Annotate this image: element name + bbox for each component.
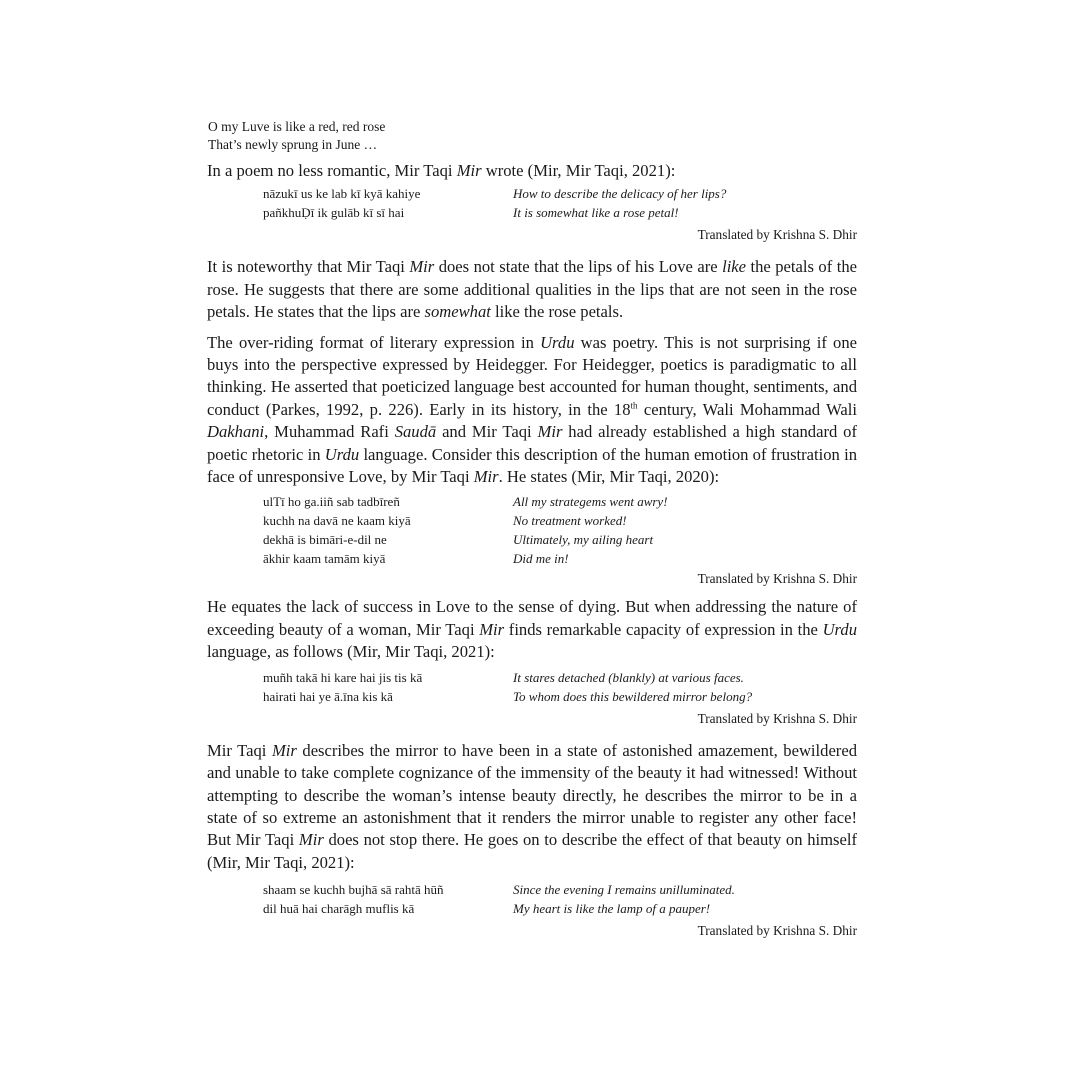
paragraph: He equates the lack of success in Love to the sense of dying. But when addressing the nature of exceeding beauty of a woman, Mir Taqi Mir finds remarkable capacity of expression in the Urdu language, as follows (Mir, Mir Taqi, 2021):	[207, 597, 857, 662]
document-page	[207, 118, 857, 940]
verse-translation: It stares detached (blankly) at various faces.	[513, 669, 744, 685]
verse-block	[263, 184, 857, 222]
verse-block	[263, 668, 857, 706]
verse-row	[263, 203, 857, 222]
verse-row	[263, 687, 857, 706]
verse-translation: Ultimately, my ailing heart	[513, 532, 654, 548]
translation-credit: Translated by Krishna S. Dhir	[697, 710, 857, 726]
verse-row	[263, 899, 857, 918]
verse-row	[263, 184, 857, 203]
verse-original: dil huā hai charāgh muflis kā	[263, 901, 415, 917]
translation-credit: Translated by Krishna S. Dhir	[697, 923, 857, 939]
verse-original: ākhir kaam tamām kiyā	[263, 551, 386, 567]
paragraph: It is noteworthy that Mir Taqi Mir does not state that the lips of his Love are like the petals of the rose. He suggests that there are some additional qualities in the lips that are not seen in the rose petals. He states that the lips are somewhat like the rose petals.	[207, 257, 857, 322]
epigraph	[208, 118, 857, 154]
translation-credit: Translated by Krishna S. Dhir	[697, 227, 857, 243]
paragraph-intro: In a poem no less romantic, Mir Taqi Mir wrote (Mir, Mir Taqi, 2021):	[207, 161, 676, 180]
verse-translation: My heart is like the lamp of a pauper!	[513, 901, 711, 917]
verse-translation: All my strategems went awry!	[513, 494, 668, 510]
verse-row	[263, 880, 857, 899]
verse-translation: Did me in!	[513, 551, 569, 567]
verse-row	[263, 530, 857, 549]
verse-original: kuchh na davā ne kaam kiyā	[263, 513, 411, 529]
verse-row	[263, 549, 857, 568]
paragraph: The over-riding format of literary expression in Urdu was poetry. This is not surprising if one buys into the perspective expressed by Heidegger. For Heidegger, poetics is paradigmatic to all thinking. He asserted that poeticized language best accounted for human thought, sentiments, and conduct (Parkes, 1992, p. 226). Early in its history, in the 18th century, Wali Mohammad Wali Dakhani, Muhammad Rafi Saudā and Mir Taqi Mir had already established a high standard of poetic rhetoric in Urdu language. Consider this description of the human emotion of frustration in face of unresponsive Love, by Mir Taqi Mir. He states (Mir, Mir Taqi, 2020):	[207, 332, 858, 487]
verse-translation: Since the evening I remains unilluminated.	[513, 882, 735, 898]
epigraph-line: O my Luve is like a red, red rose	[208, 119, 386, 134]
verse-translation: It is somewhat like a rose petal!	[513, 205, 679, 221]
verse-block	[263, 492, 857, 568]
verse-translation: How to describe the delicacy of her lips?	[513, 186, 727, 202]
verse-row	[263, 492, 857, 511]
verse-original: muñh takā hi kare hai jis tis kā	[263, 669, 423, 685]
verse-row	[263, 668, 857, 687]
paragraph: Mir Taqi Mir describes the mirror to have been in a state of astonished amazement, bewildered and unable to take complete cognizance of the immensity of the beauty it had witnessed! Without attempting to describe the woman’s intense beauty directly, he describes the mirror to be in a state of so extreme an astonishment that it renders the mirror unable to register any other face! But Mir Taqi Mir does not stop there. He goes on to describe the effect of that beauty on himself (Mir, Mir Taqi, 2021):	[207, 740, 857, 872]
verse-original: hairati hai ye ā.īna kis kā	[263, 688, 393, 704]
translation-credit: Translated by Krishna S. Dhir	[697, 571, 857, 587]
verse-translation: No treatment worked!	[513, 513, 627, 529]
epigraph-line: That’s newly sprung in June …	[208, 137, 378, 152]
verse-block	[263, 880, 857, 918]
verse-original: nāzukī us ke lab kī kyā kahiye	[263, 186, 421, 202]
verse-original: pañkhuḌī ik gulāb kī sī hai	[263, 205, 405, 221]
verse-row	[263, 511, 857, 530]
verse-original: dekhā is bimāri-e-dil ne	[263, 532, 387, 548]
verse-original: ulTī ho ga.iiñ sab tadbīreñ	[263, 494, 400, 510]
verse-translation: To whom does this bewildered mirror belong?	[513, 688, 753, 704]
verse-original: shaam se kuchh bujhā sā rahtā hūñ	[263, 882, 444, 898]
